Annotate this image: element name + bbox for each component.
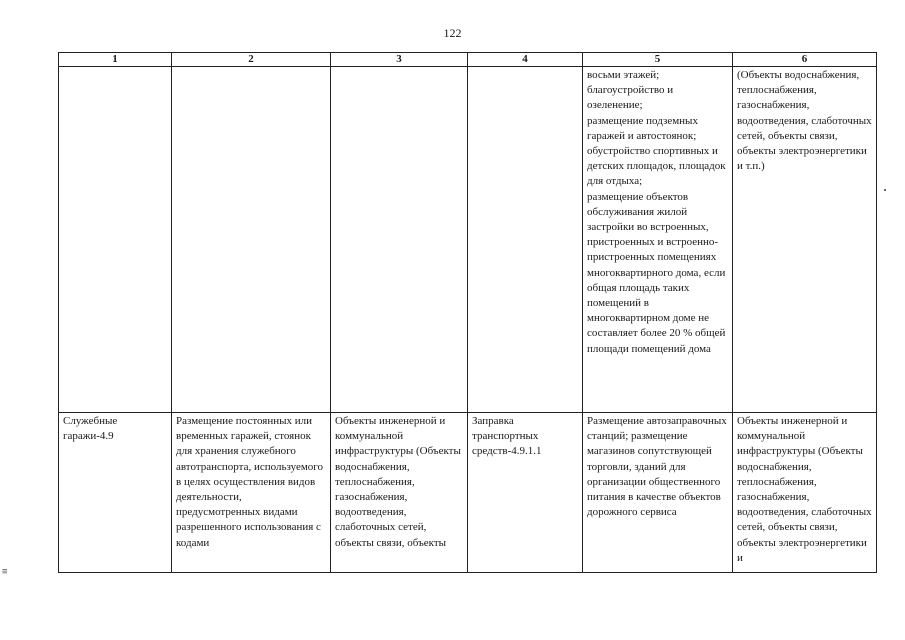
header-col-3: 3	[331, 53, 468, 67]
table-cell	[468, 67, 583, 413]
table-row	[59, 67, 877, 413]
regulation-table	[58, 52, 877, 573]
table-cell	[172, 67, 331, 413]
table-cell: Размещение постоянных или временных гаражей, стоянок для хранения служебного автотранспорта, используемого в целях осуществления видов деятельности, предусмотренных видами разрешенного использования с кодами	[172, 413, 331, 573]
header-col-5: 5	[583, 53, 733, 67]
table-row	[59, 413, 877, 573]
header-col-6: 6	[733, 53, 877, 67]
table-cell: (Объекты водоснабжения, теплоснабжения, газоснабжения, водоотведения, слаботочных сетей, объекты связи, объекты электроэнергетики и т.п.)	[733, 67, 877, 413]
table-cell: восьми этажей; благоустройство и озеленение; размещение подземных гаражей и автостоянок; обустройство спортивных и детских площадок, площадок для отдыха; размещение объектов обслуживания жилой застройки во встроенных, пристроенных и встроенно-пристроенных помещениях многоквартирного дома, если общая площадь таких помещений в многоквартирном доме не составляет более 20 % общей площади помещений дома	[583, 67, 733, 413]
header-col-4: 4	[468, 53, 583, 67]
table-cell: Размещение автозаправочных станций; размещение магазинов сопутствующей торговли, зданий для организации общественного питания в качестве объектов дорожного сервиса	[583, 413, 733, 573]
margin-mark: ≡	[2, 567, 8, 577]
table-header-row	[59, 53, 877, 67]
table-cell: Объекты инженерной и коммунальной инфраструктуры (Объекты водоснабжения, теплоснабжения, газоснабжения, водоотведения, слаботочных сетей, объекты связи, объекты	[331, 413, 468, 573]
table-cell	[59, 67, 172, 413]
table-cell: Объекты инженерной и коммунальной инфраструктуры (Объекты водоснабжения, теплоснабжения, газоснабжения, водоотведения, слаботочных сетей, объекты связи, объекты электроэнергетики и	[733, 413, 877, 573]
header-col-1: 1	[59, 53, 172, 67]
page-number: 122	[443, 26, 462, 40]
table-cell	[331, 67, 468, 413]
scan-dot	[884, 189, 886, 191]
header-col-2: 2	[172, 53, 331, 67]
table-cell: Служебные гаражи-4.9	[59, 413, 172, 573]
table-cell: Заправка транспортных средств-4.9.1.1	[468, 413, 583, 573]
